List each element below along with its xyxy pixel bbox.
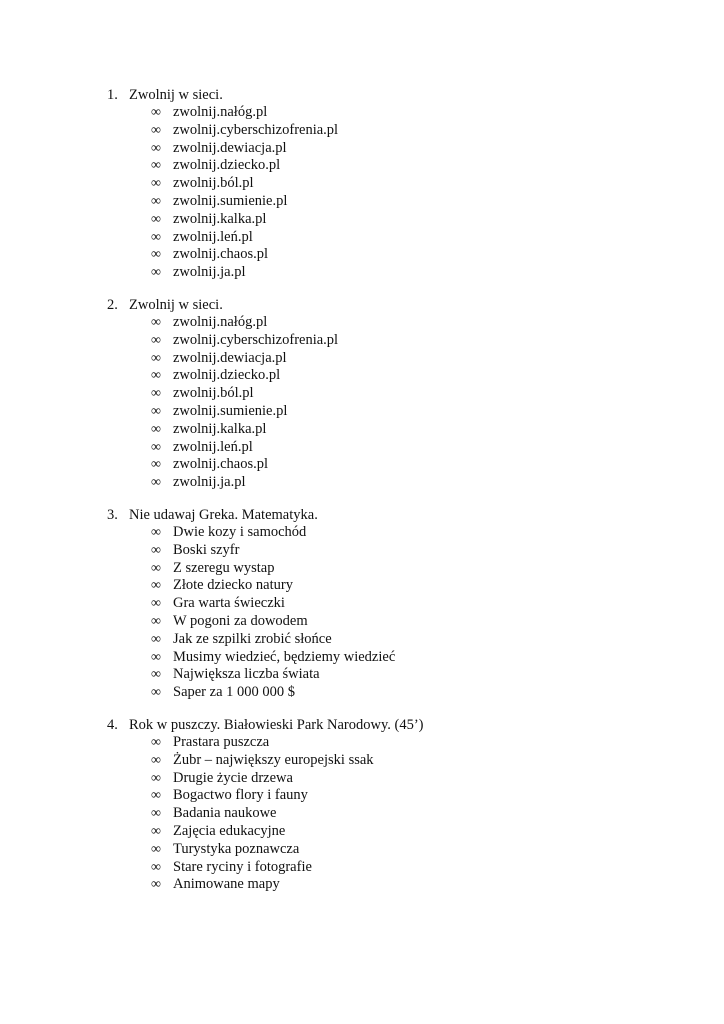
- list-item-text: Prastara puszcza: [173, 734, 270, 750]
- list-item: [107, 805, 667, 823]
- list-item: [107, 631, 667, 649]
- list-item-text: zwolnij.kalka.pl: [173, 210, 267, 227]
- infinity-bullet-icon: ∞: [151, 158, 161, 174]
- infinity-bullet-icon: ∞: [151, 685, 161, 701]
- list-item-text: zwolnij.dewiacja.pl: [173, 349, 287, 366]
- list-item-text: zwolnij.kalka.pl: [173, 420, 267, 437]
- list-item-text: zwolnij.sumienie.pl: [173, 402, 288, 419]
- infinity-bullet-icon: ∞: [151, 613, 161, 629]
- list-item-text: Bogactwo flory i fauny: [173, 787, 308, 804]
- list-item: [107, 264, 667, 282]
- infinity-bullet-icon: ∞: [151, 877, 161, 893]
- list-item-text: Saper za 1 000 000 $: [173, 684, 296, 701]
- list-item: [107, 649, 667, 667]
- list-item-text: Jak ze szpilki zrobić słońce: [173, 630, 332, 647]
- section-title: Zwolnij w sieci.: [129, 297, 223, 313]
- infinity-bullet-icon: ∞: [151, 788, 161, 804]
- section-heading: [107, 86, 667, 104]
- list-item: [107, 595, 667, 613]
- list-item: [107, 577, 667, 595]
- list-item-text: Gra warta świeczki: [173, 595, 285, 612]
- section-4: [107, 716, 667, 894]
- infinity-bullet-icon: ∞: [151, 631, 161, 647]
- list-item: [107, 157, 667, 175]
- list-item-text: Badania naukowe: [173, 805, 277, 822]
- list-item: [107, 367, 667, 385]
- section-number: 1.: [107, 87, 118, 103]
- list-item: [107, 314, 667, 332]
- infinity-bullet-icon: ∞: [151, 315, 161, 330]
- list-item: [107, 876, 667, 894]
- list-item-text: Dwie kozy i samochód: [173, 524, 307, 540]
- list-item: [107, 752, 667, 770]
- infinity-bullet-icon: ∞: [151, 105, 161, 120]
- list-item-text: zwolnij.dewiacja.pl: [173, 139, 287, 156]
- list-item-text: zwolnij.leń.pl: [173, 438, 253, 455]
- list-item: [107, 246, 667, 264]
- list-item: [107, 560, 667, 578]
- list-item: [107, 350, 667, 368]
- infinity-bullet-icon: ∞: [151, 122, 161, 138]
- infinity-bullet-icon: ∞: [151, 649, 161, 665]
- section-list: [107, 314, 667, 492]
- infinity-bullet-icon: ∞: [151, 560, 161, 576]
- list-item-text: zwolnij.cyberschizofrenia.pl: [173, 331, 339, 348]
- list-item-text: zwolnij.chaos.pl: [173, 246, 269, 263]
- infinity-bullet-icon: ∞: [151, 247, 161, 263]
- infinity-bullet-icon: ∞: [151, 823, 161, 839]
- list-item: [107, 770, 667, 788]
- infinity-bullet-icon: ∞: [151, 421, 161, 437]
- list-item: [107, 841, 667, 859]
- list-item-text: zwolnij.dziecko.pl: [173, 367, 281, 384]
- list-item: [107, 421, 667, 439]
- list-item-text: Boski szyfr: [173, 541, 240, 558]
- infinity-bullet-icon: ∞: [151, 140, 161, 156]
- section-3: [107, 506, 667, 702]
- list-item: [107, 140, 667, 158]
- infinity-bullet-icon: ∞: [151, 350, 161, 366]
- list-item-text: Stare ryciny i fotografie: [173, 858, 312, 875]
- list-item: [107, 613, 667, 631]
- infinity-bullet-icon: ∞: [151, 368, 161, 384]
- infinity-bullet-icon: ∞: [151, 735, 161, 750]
- list-item-text: zwolnij.ból.pl: [173, 175, 254, 192]
- infinity-bullet-icon: ∞: [151, 176, 161, 192]
- infinity-bullet-icon: ∞: [151, 386, 161, 402]
- list-item-text: Animowane mapy: [173, 876, 280, 893]
- section-number: 4.: [107, 717, 118, 733]
- section-heading: [107, 506, 667, 524]
- list-item-text: zwolnij.ja.pl: [173, 474, 246, 491]
- section-number: 3.: [107, 507, 118, 523]
- list-item: [107, 229, 667, 247]
- section-list: [107, 104, 667, 282]
- infinity-bullet-icon: ∞: [151, 667, 161, 683]
- list-item: [107, 104, 667, 122]
- list-item-text: Zajęcia edukacyjne: [173, 822, 286, 839]
- infinity-bullet-icon: ∞: [151, 211, 161, 227]
- infinity-bullet-icon: ∞: [151, 841, 161, 857]
- list-item-text: Musimy wiedzieć, będziemy wiedzieć: [173, 648, 396, 665]
- list-item-text: Żubr – największy europejski ssak: [173, 751, 374, 768]
- infinity-bullet-icon: ∞: [151, 265, 161, 281]
- list-item: [107, 332, 667, 350]
- list-item-text: zwolnij.ja.pl: [173, 264, 246, 281]
- list-item-text: zwolnij.ból.pl: [173, 385, 254, 402]
- list-item: [107, 859, 667, 877]
- list-item: [107, 823, 667, 841]
- infinity-bullet-icon: ∞: [151, 525, 161, 540]
- list-item: [107, 666, 667, 684]
- list-item: [107, 385, 667, 403]
- section-list: [107, 524, 667, 702]
- list-item-text: zwolnij.leń.pl: [173, 228, 253, 245]
- infinity-bullet-icon: ∞: [151, 439, 161, 455]
- infinity-bullet-icon: ∞: [151, 475, 161, 491]
- infinity-bullet-icon: ∞: [151, 332, 161, 348]
- section-heading: [107, 716, 667, 734]
- list-item-text: W pogoni za dowodem: [173, 612, 308, 629]
- infinity-bullet-icon: ∞: [151, 770, 161, 786]
- section-title: Rok w puszczy. Białowieski Park Narodowy. (45’): [129, 717, 424, 733]
- infinity-bullet-icon: ∞: [151, 859, 161, 875]
- infinity-bullet-icon: ∞: [151, 542, 161, 558]
- section-1: [107, 86, 667, 282]
- list-item-text: Złote dziecko natury: [173, 577, 293, 594]
- section-2: [107, 296, 667, 492]
- infinity-bullet-icon: ∞: [151, 752, 161, 768]
- list-item-text: zwolnij.nałóg.pl: [173, 314, 268, 330]
- list-item-text: Turystyka poznawcza: [173, 840, 300, 857]
- list-item: [107, 175, 667, 193]
- section-title: Nie udawaj Greka. Matematyka.: [129, 507, 318, 523]
- list-item: [107, 456, 667, 474]
- list-item-text: zwolnij.cyberschizofrenia.pl: [173, 121, 339, 138]
- list-item-text: zwolnij.dziecko.pl: [173, 157, 281, 174]
- infinity-bullet-icon: ∞: [151, 403, 161, 419]
- infinity-bullet-icon: ∞: [151, 578, 161, 594]
- infinity-bullet-icon: ∞: [151, 193, 161, 209]
- list-item: [107, 524, 667, 542]
- infinity-bullet-icon: ∞: [151, 596, 161, 612]
- section-heading: [107, 296, 667, 314]
- list-item: [107, 193, 667, 211]
- list-item-text: Największa liczba świata: [173, 666, 320, 683]
- list-item: [107, 734, 667, 752]
- section-title: Zwolnij w sieci.: [129, 87, 223, 103]
- list-item: [107, 439, 667, 457]
- list-item: [107, 474, 667, 492]
- list-item-text: zwolnij.nałóg.pl: [173, 104, 268, 120]
- list-item-text: Drugie życie drzewa: [173, 769, 293, 786]
- list-item: [107, 403, 667, 421]
- section-number: 2.: [107, 297, 118, 313]
- infinity-bullet-icon: ∞: [151, 457, 161, 473]
- list-item: [107, 122, 667, 140]
- infinity-bullet-icon: ∞: [151, 806, 161, 822]
- list-item-text: Z szeregu wystap: [173, 559, 275, 576]
- list-item-text: zwolnij.chaos.pl: [173, 456, 269, 473]
- list-item-text: zwolnij.sumienie.pl: [173, 192, 288, 209]
- list-item: [107, 684, 667, 702]
- list-item: [107, 787, 667, 805]
- section-list: [107, 734, 667, 894]
- list-item: [107, 211, 667, 229]
- list-item: [107, 542, 667, 560]
- infinity-bullet-icon: ∞: [151, 229, 161, 245]
